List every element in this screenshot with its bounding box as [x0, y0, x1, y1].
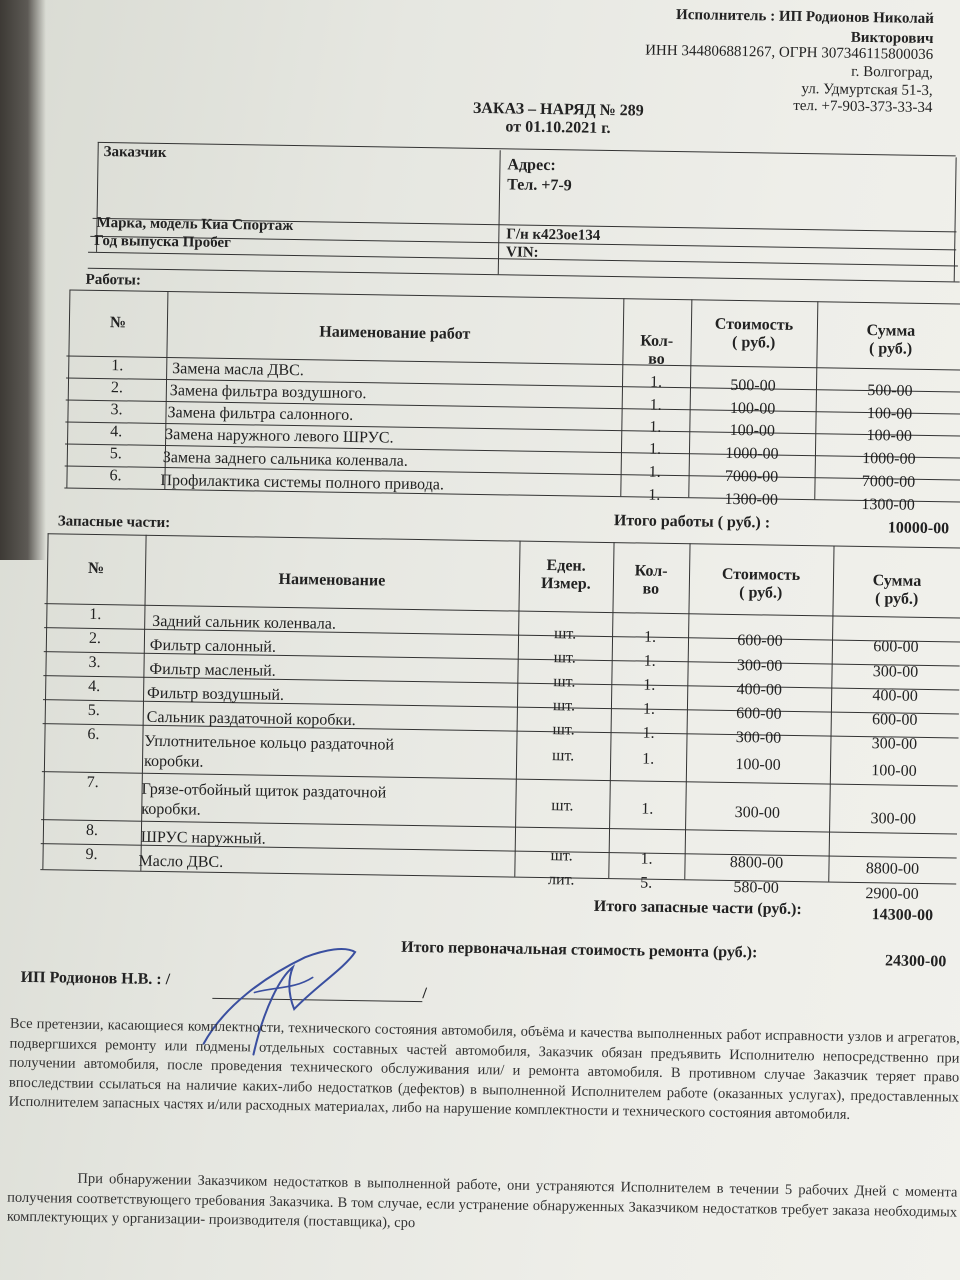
part-qty: 1.: [642, 724, 655, 742]
row-number: 9.: [85, 845, 98, 864]
row-number: 6.: [109, 467, 122, 485]
parts-col-price: [689, 565, 834, 603]
work-price: 100-00: [729, 421, 776, 440]
part-price: 580-00: [733, 879, 779, 897]
parts-col-unit-line2: Измер.: [540, 574, 591, 593]
part-sum: 600-00: [873, 638, 919, 656]
row-number: 2.: [88, 629, 102, 648]
part-unit: шт.: [552, 721, 575, 739]
part-unit: шт.: [553, 649, 576, 667]
works-col-qty-line1: Кол-: [640, 332, 674, 350]
address-label: Адрес:: [507, 156, 556, 175]
works-col-price: [691, 315, 818, 353]
car-model: Марка, модель Киа Спортаж: [96, 214, 294, 235]
plate-number: Г/н к423ое134: [506, 226, 601, 244]
part-sum: 100-00: [871, 762, 917, 780]
row-number: 4.: [88, 677, 101, 696]
work-price: 7000-00: [724, 467, 779, 486]
work-price: 100-00: [729, 399, 776, 418]
executor-city: г. Волгоград,: [851, 63, 934, 82]
row-number: 2.: [110, 379, 124, 397]
part-name: ШРУС наружный.: [140, 828, 266, 848]
claims-paragraph: Все претензии, касающиеся комплектности, технического состояния автомобиля, объёма и качества выполненных работ исправности узлов и агрегатов, подвергшихся ремонту или подмены отдельных составных частей автомобиля, Заказчик обязан предъявить Исполнителю непосредственно при получении автомобиля, после проведения технического обслуживания или/ и ремонта автомобиля. В противном случае Заказчик теряет право впоследствии ссылаться на наличие каких-либо недостатков (дефектов) в выполненной Исполнителем работе (оказанных услугах), предоставленных Исполнителем запасных частях и/или расходных материалах, либо на нарушение комплектности и технического состояния автомобиля.: [8, 1015, 960, 1123]
part-qty: 1.: [640, 850, 653, 868]
part-unit: шт.: [553, 673, 576, 691]
works-col-name: Наименование работ: [319, 323, 471, 343]
vin-label: VIN:: [505, 244, 539, 261]
work-price: 1000-00: [725, 444, 779, 463]
executor-street: ул. Удмуртская 51-3,: [801, 80, 933, 100]
work-qty: 1.: [648, 463, 661, 481]
work-sum: 1300-00: [861, 495, 915, 514]
part-qty: 1.: [642, 750, 655, 768]
works-col-sum-line1: Сумма: [866, 322, 916, 340]
parts-section-title: Запасные части:: [57, 513, 171, 532]
row-number: 3.: [110, 401, 123, 419]
part-name: Масло ДВС.: [138, 852, 224, 871]
part-name: Уплотнительное кольцо раздаточной: [144, 732, 395, 754]
work-qty: 1.: [649, 396, 662, 414]
parts-col-unit: [519, 557, 614, 594]
work-sum: 100-00: [866, 405, 913, 423]
part-sum: 400-00: [872, 687, 918, 705]
part-unit: шт.: [552, 697, 576, 715]
work-qty: 1.: [648, 486, 661, 504]
work-sum: 100-00: [866, 427, 913, 445]
work-qty: 1.: [649, 373, 663, 391]
part-name: Сальник раздаточной коробки.: [146, 708, 356, 730]
grand-total-label: Итого первоначальная стоимость ремонта (руб.):: [401, 938, 758, 962]
parts-total-label: Итого запасные части (руб.):: [593, 897, 802, 919]
parts-col-sum-line2: ( руб.): [874, 590, 919, 608]
works-col-sum: [816, 321, 960, 359]
work-price: 1300-00: [724, 490, 779, 509]
parts-col-qty-line1: Кол-: [634, 562, 668, 580]
part-name: Фильтр масленый.: [149, 660, 276, 680]
parts-col-no: №: [87, 559, 105, 578]
part-sum: 300-00: [870, 810, 917, 828]
part-qty: 1.: [641, 800, 654, 818]
parts-col-name: Наименование: [278, 570, 386, 590]
part-price: 300-00: [736, 657, 783, 675]
parts-total-value: 14300-00: [871, 906, 934, 925]
parts-col-sum-line1: Сумма: [872, 572, 922, 590]
works-col-qty: [622, 332, 691, 369]
part-unit: лит.: [547, 871, 575, 889]
work-name: Замена фильтра воздушного.: [169, 382, 367, 403]
executor-name: Исполнитель : ИП Родионов Николай: [675, 7, 934, 28]
work-qty: 1.: [649, 418, 662, 436]
part-sum: 2900-00: [865, 885, 919, 903]
row-number: 4.: [110, 423, 123, 441]
parts-col-price-line1: Стоимость: [721, 565, 801, 585]
order-title: ЗАКАЗ – НАРЯД № 289: [472, 99, 644, 120]
parts-col-sum: [833, 572, 960, 610]
row-number: 7.: [86, 773, 99, 792]
part-name: Задний сальник коленвала.: [152, 612, 337, 633]
works-total-label: Итого работы ( руб.) :: [613, 512, 771, 532]
year-mileage: Год выпуска Пробег: [94, 232, 232, 252]
part-qty: 1.: [642, 700, 656, 718]
part-name: Фильтр воздушный.: [146, 684, 285, 704]
part-name-cont: коробки.: [143, 752, 204, 771]
work-name: Замена фильтра салонного.: [167, 404, 354, 424]
row-number: 6.: [87, 725, 100, 744]
part-price: 100-00: [735, 756, 781, 774]
grand-total-value: 24300-00: [884, 952, 947, 971]
parts-col-price-line2: ( руб.): [739, 584, 783, 602]
row-number: 1.: [111, 357, 124, 375]
signature-close: /: [422, 985, 428, 1003]
works-col-price-line1: Стоимость: [714, 315, 794, 334]
part-name-cont: коробки.: [141, 800, 201, 819]
part-price: 600-00: [737, 632, 783, 650]
customer-label: Заказчик: [103, 144, 167, 162]
part-unit: шт.: [551, 747, 575, 765]
executor-inn: ИНН 344806881267, ОГРН 307346115800036: [645, 42, 934, 64]
work-price: 500-00: [730, 376, 776, 395]
part-sum: 300-00: [871, 735, 918, 753]
signature-label: ИП Родионов Н.В. : /: [20, 968, 171, 989]
part-price: 400-00: [736, 681, 783, 699]
works-col-price-line2: ( руб.): [731, 333, 776, 352]
parts-col-qty: [613, 562, 690, 599]
part-price: 300-00: [735, 729, 782, 747]
works-section-title: Работы:: [85, 271, 142, 289]
work-sum: 500-00: [867, 382, 913, 400]
executor-phone: тел. +7-903-373-33-34: [793, 97, 933, 117]
work-qty: 1.: [648, 440, 662, 458]
works-total-value: 10000-00: [887, 519, 950, 538]
work-name: Профилактика системы полного привода.: [160, 471, 445, 494]
works-col-no: №: [109, 314, 127, 332]
part-sum: 300-00: [872, 663, 919, 681]
work-name: Замена заднего сальника коленвала.: [162, 448, 408, 470]
customer-phone: Тел. +7-9: [507, 176, 572, 195]
part-unit: шт.: [550, 847, 573, 865]
part-price: 8800-00: [729, 853, 784, 872]
part-price: 600-00: [736, 705, 782, 723]
work-name: Замена наружного левого ШРУС.: [165, 426, 394, 447]
work-sum: 1000-00: [862, 449, 916, 468]
part-name: Фильтр салонный.: [149, 636, 277, 656]
works-col-sum-line2: ( руб.): [868, 340, 913, 358]
parts-col-unit-line1: Еден.: [546, 557, 586, 575]
part-name: Грязе-отбойный щиток раздаточной: [141, 780, 387, 802]
row-number: 1.: [89, 605, 102, 624]
part-qty: 5.: [640, 874, 653, 892]
order-date: от 01.10.2021 г.: [505, 118, 611, 137]
part-qty: 1.: [643, 652, 656, 670]
work-sum: 7000-00: [861, 472, 916, 491]
part-sum: 8800-00: [865, 860, 920, 878]
defects-paragraph: При обнаружении Заказчиком недостатков в выполненной работе, они устраняются Исполнителем в течении 5 рабочих Дней с момента получения соответствующего требования Заказчика. В том случае, если устранение обнаруженных Заказчиком недостатков требует заказа необходимых комплектующих у организации- производителя (поставщика), сро: [6, 1170, 958, 1232]
part-unit: шт.: [553, 625, 577, 643]
row-number: 5.: [87, 701, 100, 720]
parts-col-qty-line2: во: [642, 580, 660, 598]
part-price: 300-00: [734, 804, 781, 822]
part-qty: 1.: [643, 676, 656, 694]
row-number: 3.: [88, 653, 101, 672]
executor-name-cont: Викторович: [850, 29, 934, 48]
part-unit: шт.: [551, 797, 574, 815]
work-name: Замена масла ДВС.: [172, 360, 304, 380]
row-number: 8.: [85, 821, 99, 840]
row-number: 5.: [109, 445, 123, 463]
part-qty: 1.: [643, 628, 657, 646]
works-col-qty-line2: во: [648, 350, 665, 368]
part-sum: 600-00: [871, 711, 918, 729]
